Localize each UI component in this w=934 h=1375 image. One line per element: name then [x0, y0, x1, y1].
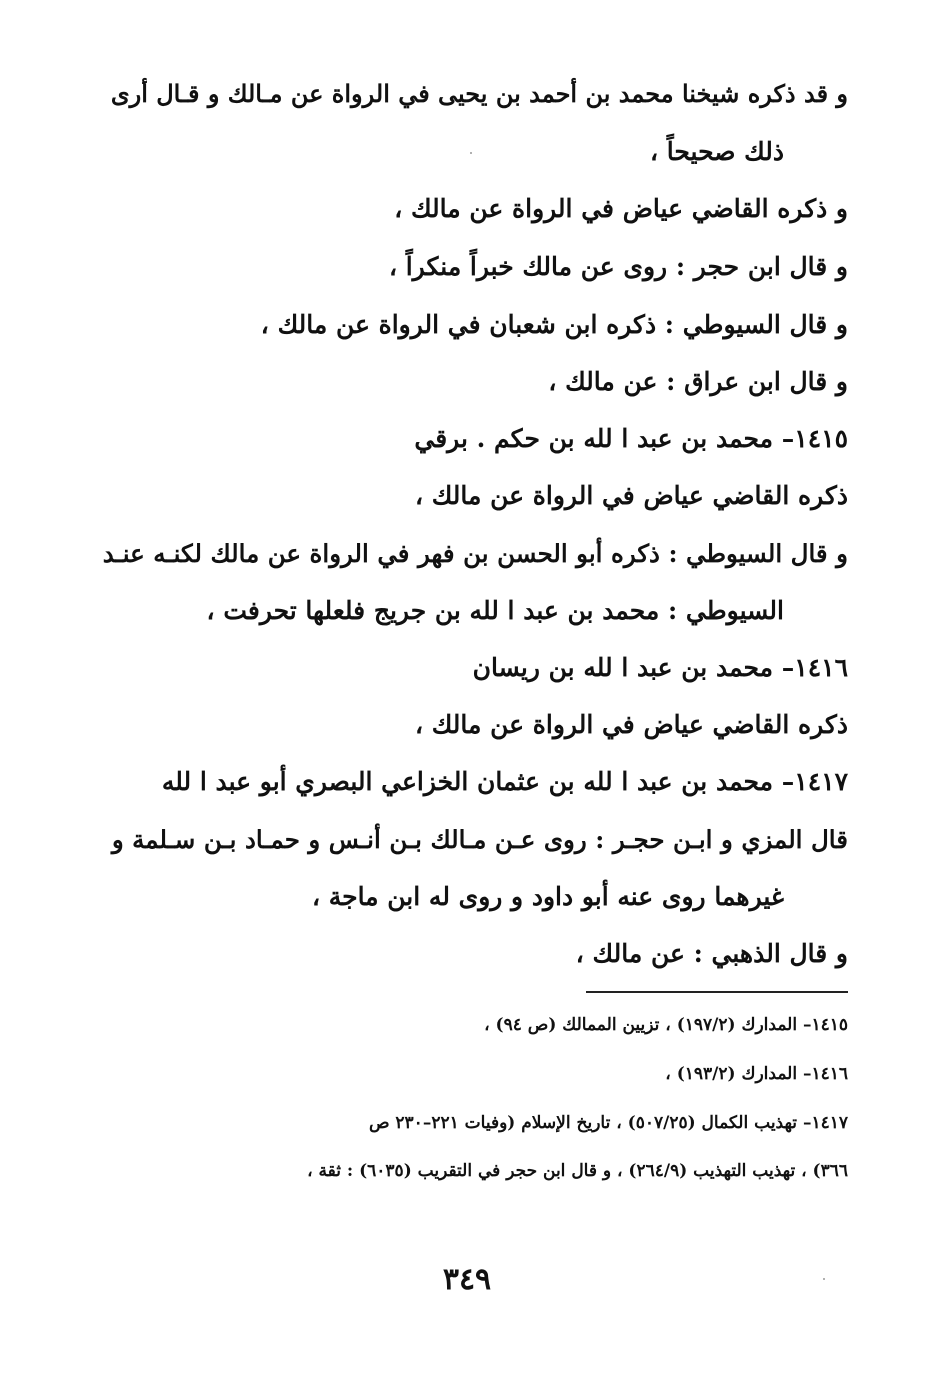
- text-line: قال المزي و ابـن حجـر : روى عـن مـالك بـن أنـس و حمـاد بـن سـلمة و: [111, 825, 848, 854]
- footnote: ٣٦٦) ، تهذيب التهذيب (٢٦٤/٩) ، و قال ابن حجر في التقريب (٦٠٣٥) : ثقة ،: [307, 1161, 848, 1181]
- text-line: و قد ذكره شيخنا محمد بن أحمد بن يحيى في الرواة عن مـالك و قـال أرى: [110, 79, 848, 108]
- footnote: ١٤١٧– تهذيب الكمال (٥٠٧/٢٥) ، تاريخ الإسلام (وفيات ٢٢١–٢٣٠ ص: [368, 1113, 848, 1133]
- text-line: السيوطي : محمد بن عبد ا لله بن جريج فلعلها تحرفت ،: [206, 596, 784, 625]
- text-line: و ذكره القاضي عياض في الرواة عن مالك ،: [394, 194, 848, 223]
- text-line: و قال ابن حجر : روى عن مالك خبراً منكراً ،: [388, 252, 848, 281]
- entry-heading: ١٤١٦– محمد بن عبد ا لله بن ريسان: [472, 653, 848, 682]
- text-line: و قال الذهبي : عن مالك ،: [575, 939, 848, 968]
- text-line: غيرهما روى عنه أبو داود و روى له ابن ماجة ،: [311, 882, 784, 911]
- text-line: ذكره القاضي عياض في الرواة عن مالك ،: [414, 481, 848, 510]
- scan-speck: [470, 152, 472, 154]
- text-line: و قال ابن عراق : عن مالك ،: [548, 367, 848, 396]
- scan-speck: [823, 1278, 825, 1280]
- page-number: ٣٤٩: [442, 1262, 492, 1297]
- footnote: ١٤١٥– المدارك (١٩٧/٢) ، تزيين الممالك (ص ٩٤) ،: [484, 1015, 848, 1035]
- text-line: ذلك صحيحاً ،: [650, 137, 784, 166]
- text-line: و قال السيوطي : ذكره أبو الحسن بن فهر في الرواة عن مالك لكنـه عنـد: [102, 539, 848, 568]
- entry-heading: ١٤١٥– محمد بن عبد ا لله بن حكم . برقي: [414, 424, 848, 453]
- text-line: ذكره القاضي عياض في الرواة عن مالك ،: [414, 710, 848, 739]
- text-line: و قال السيوطي : ذكره ابن شعبان في الرواة عن مالك ،: [260, 310, 848, 339]
- footnote: ١٤١٦– المدارك (١٩٣/٢) ،: [665, 1064, 848, 1084]
- footnote-separator: [586, 991, 848, 993]
- entry-heading: ١٤١٧– محمد بن عبد ا لله بن عثمان الخزاعي البصري أبو عبد ا لله: [161, 767, 848, 796]
